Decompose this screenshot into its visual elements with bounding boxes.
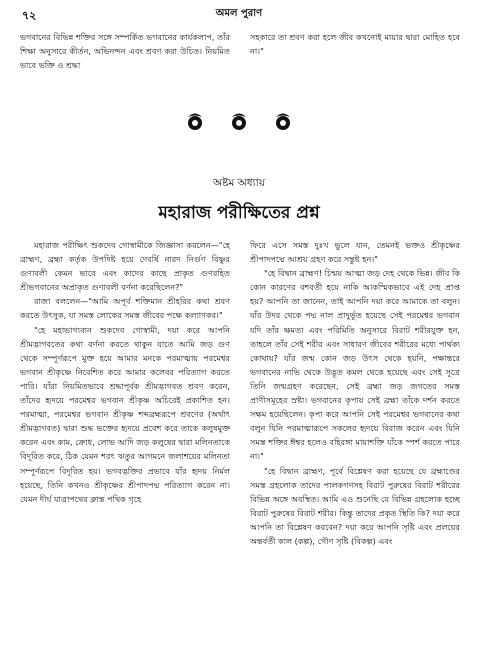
paragraph: "হে মহাভাগ্যবান শুকদেব গোস্বামী, দয়া করে আপনি শ্রীমদ্ভাগবতের কথা বর্ণনা করতে থাকুন যাতে আমি জড় গুণ থেকে সম্পূর্ণরূপে মুক্ত হয়ে আমার মনকে পরমাত্মায় পরমেশ্বর ভগবান শ্রীকৃষ্ণে নিবেশিত করে আমার কলেবর পরিত্যাগ করতে পারি। যাঁরা নিয়মিতভাবে শ্রদ্ধাপূর্বক শ্রীমদ্ভাগবত শ্রবণ করেন, তাঁদের হৃদয়ে পরমেশ্বর ভগবান শ্রীকৃষ্ণ অচিরেই প্রকাশিত হন। পরমাত্মা, পরমেশ্বর ভগবান শ্রীকৃষ্ণ শব্দব্রহ্মরূপে শ্রবণের (অর্থাৎ শ্রীমদ্ভাগবত) দ্বারা শুদ্ধ ভক্তের হৃদয়ে প্রবেশ করে তাকে কলুষমুক্ত করেন এবং কাম, ক্রোধ, লোভ আদি জড় কলুষের দ্বারা মলিনতাকে বিদূরিত করে, ঠিক যেমন শরৎ ঋতুর আগমনে জলাশয়ের মলিনতা সম্পূর্ণরূপে বিদূরিত হয়। ভগবদ্ভক্তির প্রভাবে যাঁর হৃদয় নির্মল হয়েছে, তিনি কখনও শ্রীকৃষ্ণের শ্রীপাদপদ্ম পরিত্যাগ করেন না। যেমন দীর্ঘ যাত্রাপথের ক্লান্ত পথিক গৃহে [20, 324, 230, 504]
page-number: ৭২ [22, 9, 37, 22]
right-column [250, 238, 460, 548]
paragraph: রাজা বললেন—"আমি অপূর্ব শক্তিমান শ্রীহরির কথা শ্রবণ করতে উৎসুক, যা সমস্ত লোকের সমস্ত জীবের পক্ষে কল্যাণকর।" [20, 296, 230, 321]
ornament-icon [272, 110, 294, 132]
top-left-column [20, 30, 230, 72]
paragraph: ফিরে এসে সমস্ত দুঃখ ভুলে যান, তেমনই ভক্তও শ্রীকৃষ্ণের শ্রীপাদপদ্মে আশ্রয় গ্রহণ করে সন্তুষ্ট হন।" [250, 240, 460, 265]
section-ornament [0, 110, 478, 132]
chapter-title: মহারাজ পরীক্ষিতের প্রশ্ন [158, 203, 320, 223]
top-right-column [250, 30, 460, 72]
page-header [18, 4, 460, 24]
ornament-icon [228, 110, 250, 132]
previous-chapter-ending [20, 30, 460, 72]
chapter-number: অষ্টম অধ্যায় [213, 177, 265, 189]
running-title: অমল পুরাণ [215, 7, 263, 19]
ornament-icon [184, 110, 206, 132]
chapter-body [20, 238, 460, 548]
paragraph: মহারাজ পরীক্ষিৎ শুকদেব গোস্বামীকে জিজ্ঞাসা করলেন—"হে ব্রাহ্মণ, ব্রহ্মা কর্তৃক উপদিষ্ট হয়ে দেবর্ষি নারদ নির্গুণ বিষ্ণুর গুণাবলী কেমন ভাবে এবং কাদের কাছে প্রাকৃত গুণরহিত শ্রীভগবানের অপ্রাকৃত গুণাবলী বর্ণনা করেছিলেন?" [20, 240, 230, 293]
paragraph: "হে বিদ্বান ব্রাহ্মণ! চিন্ময় আত্মা জড় দেহ থেকে ভিন্ন। জীব কি কোন কারণের বশবর্তী হয়ে নাকি আকস্মিকভাবে এই দেহ প্রাপ্ত হয়? আপনি তা জানেন, তাই আপনি দয়া করে আমাকে তা বলুন। যাঁর উদর থেকে পদ্ম নাল প্রাদুর্ভূত হয়েছে সেই পরমেশ্বর ভগবান যদি তাঁর ক্ষমতা এবং পরিমিতি অনুসারে বিরাট শরীরযুক্ত হন, তাহলে তাঁর সেই শরীর এবং সাধারণ জীবের শরীরের মধ্যে পার্থক্য কোথায়? যাঁর জন্ম কোন জড় উৎস থেকে হয়নি, পক্ষান্তরে ভগবানের নাভি থেকে উদ্ভূত কমল থেকে হয়েছে এবং সেই সূত্রে তিনি জন্মগ্রহণ করেছেন, সেই ব্রহ্মা জড় জগতের সমস্ত প্রাণীসমূহের স্রষ্টা। ভগবানের কৃপায় সেই ব্রহ্মা তাঁকে দর্শন করতে সক্ষম হয়েছিলেন। কৃপা করে আপনি সেই পরমেশ্বর ভগবানের কথা বলুন যিনি পরমাত্মারূপে সকলের হৃদয়ে বিরাজ করেন এবং যিনি সমস্ত শক্তির ঈশ্বর হলেও বহিরঙ্গা মায়াশক্তি যাঁকে স্পর্শ করতে পারে না।" [250, 268, 460, 462]
paragraph: "হে বিদ্বান ব্রাহ্মণ, পূর্বে বিশ্লেষণ করা হয়েছে যে ব্রহ্মাণ্ডের সমস্ত গ্রহলোক তাদের পালকগণসহ বিরাট পুরুষের বিরাট শরীরের বিভিন্ন অঙ্গে অবস্থিত। আমি এও শুনেছি যে বিভিন্ন গ্রহলোক হচ্ছে বিরাট পুরুষের বিরাট শরীর। কিন্তু তাদের প্রকৃত স্থিতি কি? দয়া করে আপনি তা বিশ্লেষণ করবেন? দয়া করে আপনি সৃষ্টি এবং প্রলয়ের অন্তর্বর্তী কাল (কল্প), গৌণ সৃষ্টি (বিকল্প) এবং [250, 465, 460, 546]
paragraph: ভগবানের বিভিন্ন শক্তির সঙ্গে সম্পর্কিত ভগবানের কার্যকলাপ, তাঁর শিক্ষা অনুসারে কীর্তন, অভিনন্দন এবং শ্রবণ করা উচিত। নিয়মিত ভাবে ভক্তি ও শ্রদ্ধা [20, 32, 230, 71]
left-column [20, 238, 230, 548]
paragraph: সহকারে তা শ্রবণ করা হলে জীব কখনোই মায়ার দ্বারা মোহিত হবে না।" [250, 32, 460, 57]
